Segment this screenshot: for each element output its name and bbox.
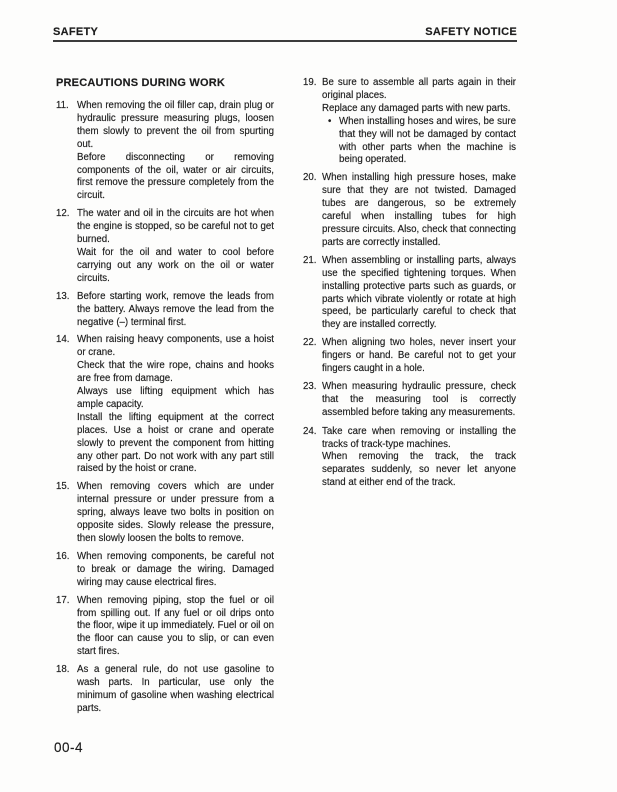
item-number: 13. bbox=[56, 290, 70, 302]
item-body bbox=[322, 337, 516, 376]
item-number: 19. bbox=[303, 77, 317, 88]
item-paragraph: When removing the oil filler cap, drain plug or hydraulic pressure measuring plugs, loosen them slowly to prevent the oil from spurting out. bbox=[77, 100, 274, 150]
header-right-title: SAFETY NOTICE bbox=[425, 26, 517, 38]
header-left-title: SAFETY bbox=[53, 26, 99, 38]
item-24 bbox=[303, 426, 516, 491]
item-body bbox=[322, 172, 516, 249]
item-body bbox=[322, 255, 516, 332]
item-number: 18. bbox=[56, 664, 70, 676]
item-19 bbox=[303, 77, 516, 167]
item-14 bbox=[56, 334, 274, 476]
item-paragraph: Wait for the oil and water to cool before carrying out any work on the oil or water circuits. bbox=[77, 246, 274, 284]
left-column bbox=[56, 77, 274, 721]
item-paragraph: Take care when removing or installing the tracks of track-type machines. bbox=[322, 425, 516, 450]
item-paragraph: Always use lifting equipment which has ample capacity. bbox=[77, 386, 274, 410]
item-number: 21. bbox=[303, 254, 317, 266]
item-body bbox=[322, 77, 516, 167]
item-13 bbox=[56, 291, 274, 330]
item-paragraph: When removing the track, the track separates suddenly, so never let anyone stand at either end of the track. bbox=[322, 451, 516, 489]
section-title: PRECAUTIONS DURING WORK bbox=[56, 77, 225, 89]
item-paragraph: Before starting work, remove the leads from the battery. Always remove the lead from the negative (–) terminal first. bbox=[77, 290, 274, 328]
item-number: 20. bbox=[303, 172, 317, 184]
item-body bbox=[77, 208, 274, 285]
item-body bbox=[322, 426, 516, 491]
item-body bbox=[77, 334, 274, 476]
item-paragraph: Be sure to assemble all parts again in their original places. bbox=[322, 77, 516, 101]
item-number: 11. bbox=[56, 100, 69, 111]
item-22 bbox=[303, 337, 516, 376]
item-11 bbox=[56, 100, 274, 203]
page-number: 00-4 bbox=[54, 740, 84, 755]
item-17 bbox=[56, 595, 274, 660]
item-18 bbox=[56, 664, 274, 716]
item-paragraph: Before disconnecting or removing components of the oil, water or air circuits, first remove the pressure completely from the circuit. bbox=[77, 151, 274, 202]
page-header bbox=[53, 26, 517, 38]
item-body bbox=[77, 100, 274, 203]
item-21 bbox=[303, 255, 516, 332]
bullet-text: When installing hoses and wires, be sure that they will not be damaged by contact with other parts when the machine is being operated. bbox=[339, 115, 516, 166]
item-paragraph: When measuring hydraulic pressure, check that the measuring tool is correctly assembled before taking any measurements. bbox=[322, 380, 516, 418]
item-paragraph: When assembling or installing parts, always use the specified tightening torques. When installing protective parts such as guards, or parts which vibrate violently or rotate at high speed, be particularly careful to check that they are installed correctly. bbox=[322, 254, 516, 331]
item-number: 23. bbox=[303, 380, 317, 392]
item-paragraph: When aligning two holes, never insert your fingers or hand. Be careful not to get your fingers caught in a hole. bbox=[322, 337, 516, 375]
item-body bbox=[322, 381, 516, 420]
item-20 bbox=[303, 172, 516, 249]
header-rule bbox=[53, 40, 517, 42]
item-23 bbox=[303, 381, 516, 420]
item-number: 16. bbox=[56, 550, 70, 562]
item-paragraph: Install the lifting equipment at the correct places. Use a hoist or crane and operate slowly to prevent the component from hitting any other part. Do not work with any part still raised by the hoist or crane. bbox=[77, 411, 274, 475]
item-paragraph: When raising heavy components, use a hoist or crane. bbox=[77, 334, 274, 359]
bullet-icon: • bbox=[328, 115, 332, 127]
bullet-item bbox=[322, 116, 516, 168]
item-paragraph: When removing piping, stop the fuel or oil from spilling out. If any fuel or oil drips onto the floor, wipe it up immediately. Fuel or oil on the floor can cause you to slip, or can even start fires. bbox=[77, 594, 274, 658]
item-number: 12. bbox=[56, 208, 70, 220]
item-12 bbox=[56, 208, 274, 285]
item-body bbox=[77, 595, 274, 660]
item-body bbox=[77, 291, 274, 330]
item-paragraph: As a general rule, do not use gasoline to wash parts. In particular, use only the minimum of gasoline when washing electrical parts. bbox=[77, 664, 274, 714]
item-paragraph: When installing high pressure hoses, make sure that they are not twisted. Damaged tubes are dangerous, so be extremely careful when installing tubes for high pressure circuits. Also, check that connecting parts are correctly installed. bbox=[322, 172, 516, 248]
item-15 bbox=[56, 481, 274, 546]
item-number: 15. bbox=[56, 481, 70, 493]
item-number: 17. bbox=[56, 594, 70, 606]
item-paragraph: Check that the wire rope, chains and hooks are free from damage. bbox=[77, 360, 274, 385]
item-number: 24. bbox=[303, 425, 317, 437]
item-paragraph: When removing covers which are under internal pressure or under pressure from a spring, always leave two bolts in position on opposite sides. Slowly release the pressure, then slowly loosen the bolts to remove. bbox=[77, 481, 274, 544]
item-body bbox=[77, 664, 274, 716]
right-column bbox=[303, 77, 516, 495]
item-body bbox=[77, 481, 274, 546]
item-paragraph: When removing components, be careful not to break or damage the wiring. Damaged wiring may cause electrical fires. bbox=[77, 550, 274, 588]
item-number: 14. bbox=[56, 334, 70, 346]
item-paragraph: The water and oil in the circuits are hot when the engine is stopped, so be careful not to get burned. bbox=[77, 208, 274, 246]
item-paragraph: Replace any damaged parts with new parts. bbox=[322, 102, 511, 114]
item-16 bbox=[56, 551, 274, 590]
item-number: 22. bbox=[303, 337, 317, 349]
item-body bbox=[77, 551, 274, 590]
